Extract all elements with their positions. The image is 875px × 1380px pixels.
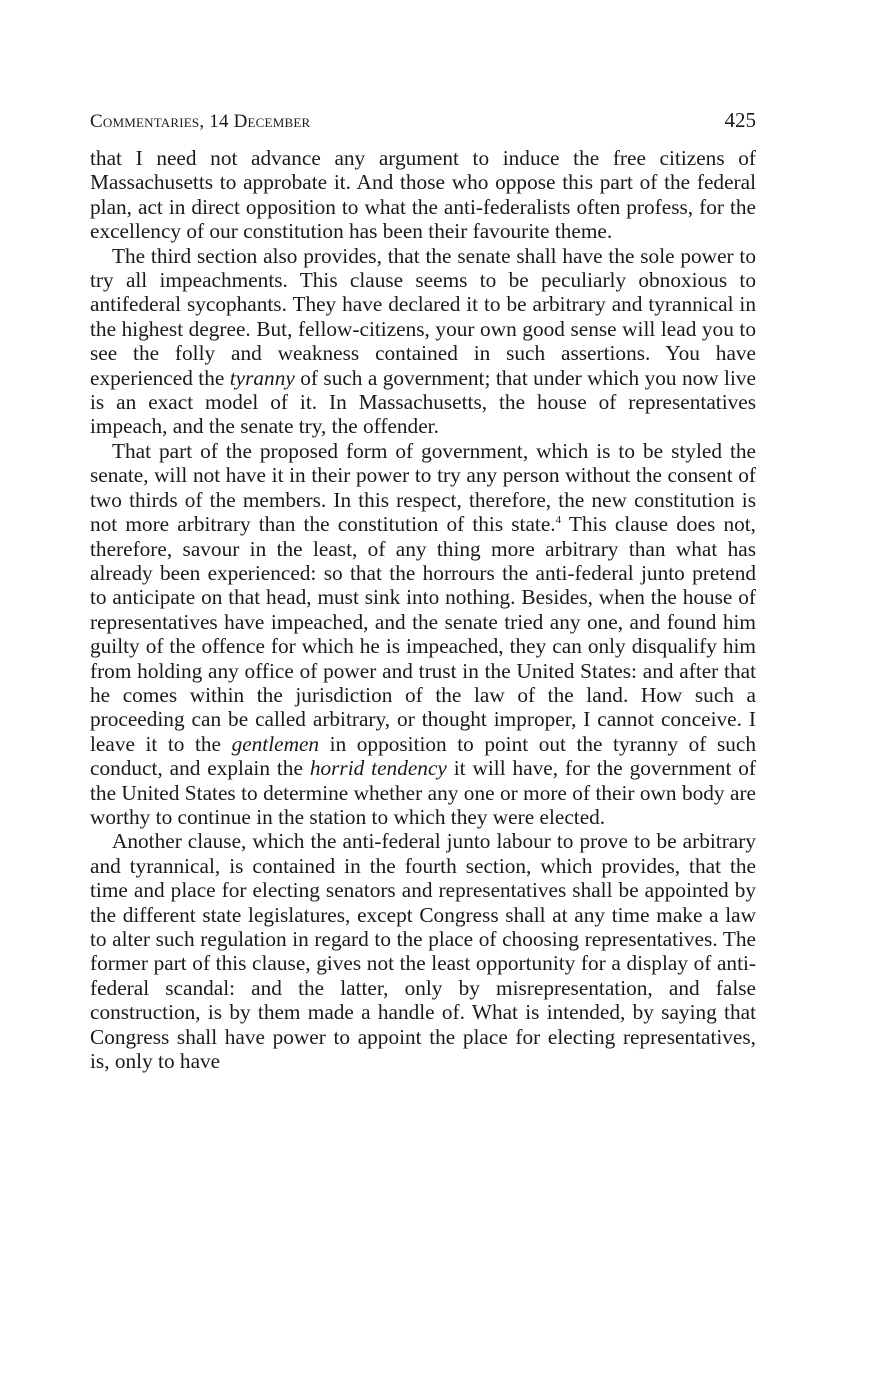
emphasis-text: tyranny	[229, 365, 295, 390]
paragraph-text: in opposition to point out the tyranny of such conduct, and explain the	[90, 731, 756, 781]
paragraph-text: The third section also provides, that the senate shall have the sole power to try all impeachments. This clause seems to be peculiarly obnoxious to antifederal sycophants. They have declared it to be arbitrary and tyrannical in the highest degree. But, fellow-citizens, your own good sense will lead you to see the folly and weakness contained in such assertions. You have experienced the	[90, 243, 756, 390]
footnote-reference: 4	[555, 514, 562, 526]
paragraph-text: Another clause, which the anti-federal junto labour to prove to be arbitrary and tyrannical, is contained in the fourth section, which provides, that the time and place for electing senators and representatives shall be appointed by the different state legislatures, except Congress shall at any time make a law to alter such regulation in regard to the place of choosing representatives. The former part of this clause, gives not the least opportunity for a display of anti-federal scandal: and the latter, only by misrepresentation, and false construction, is by them made a handle of. What is intended, by saying that Congress shall have power to appoint the place for electing representatives, is, only to have	[90, 829, 756, 1074]
emphasis-text: horrid tendency	[309, 756, 447, 781]
running-head	[90, 108, 756, 142]
paragraph	[90, 146, 756, 244]
emphasis-text: gentlemen	[231, 731, 320, 756]
running-title: Commentaries, 14 December	[90, 111, 311, 132]
paragraph-text: That part of the proposed form of government, which is to be styled the senate, will not have it in their power to try any person without the consent of two thirds of the members. In this respect, therefore, the new constitution is not more arbitrary than the constitution of this state.	[90, 438, 756, 537]
paragraph-text: This clause does not, therefore, savour in the least, of any thing more arbitrary than what has already been experienced: so that the horrours the anti-federal junto pretend to anticipate on that head, must sink into nothing. Besides, when the house of representatives have impeached, and the senate tried any one, and found him guilty of the offence for which he is impeached, they can only disqualify him from holding any office of power and trust in the United States: and after that he comes within the jurisdiction of the law of the land. How such a proceeding can be called arbitrary, or thought improper, I cannot conceive. I leave it to the	[90, 512, 756, 756]
paragraph	[90, 244, 756, 439]
book-page	[90, 108, 756, 1073]
paragraph	[90, 829, 756, 1073]
paragraph	[90, 439, 756, 830]
paragraph-text: of such a government; that under which you now live is an exact model of it. In Massachusetts, the house of representatives impeach, and the senate try, the offender.	[90, 365, 756, 439]
body-text	[90, 146, 756, 1073]
paragraph-text: it will have, for the government of the United States to determine whether any one or more of their own body are worthy to continue in the station to which they were elected.	[90, 756, 757, 829]
page-number: 425	[724, 108, 756, 132]
paragraph-text: that I need not advance any argument to induce the free citizens of Massachusetts to approbate it. And those who oppose this part of the federal plan, act in direct opposition to what the anti-federalists often profess, for the excellency of our constitution has been their favourite theme.	[90, 146, 756, 244]
